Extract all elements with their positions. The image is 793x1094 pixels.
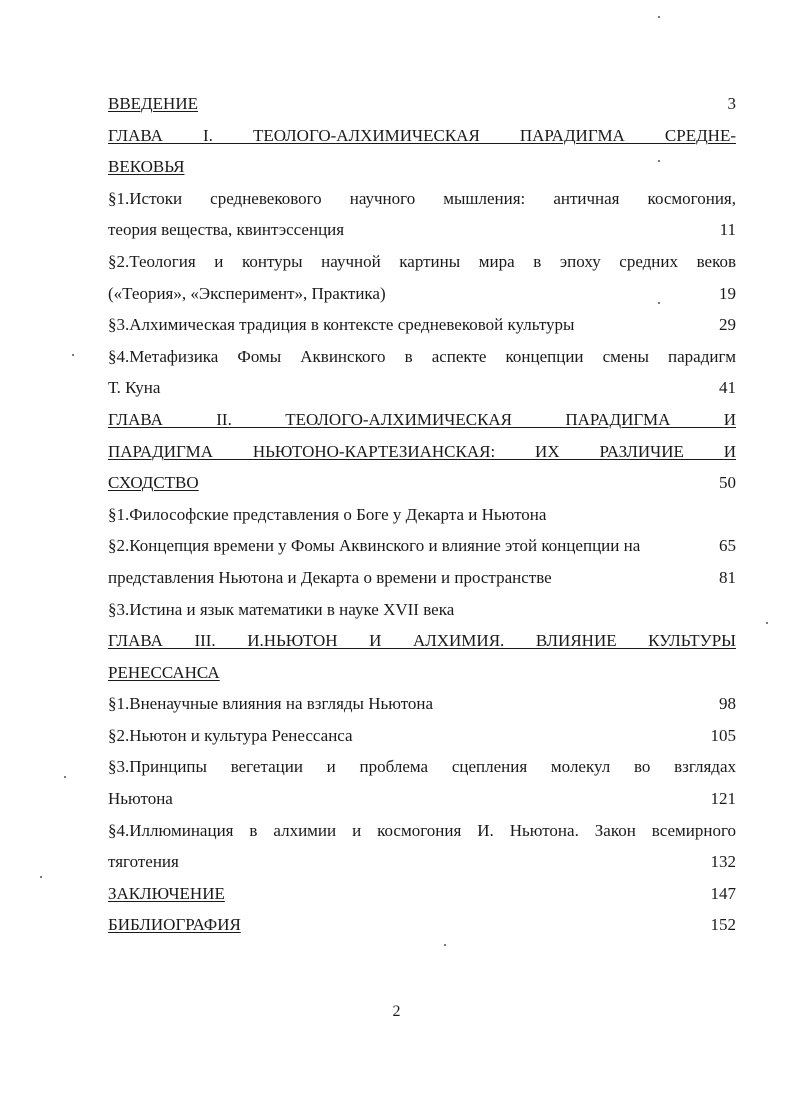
toc-entry-introduction[interactable] [108,88,736,120]
toc-ch3-section-3-line-2[interactable] [108,783,736,815]
toc-section-label: Т. Куна [108,378,161,398]
toc-ch1-section-1-line-1[interactable]: §1.Истоки средневекового научного мышления: античная космогония, [108,188,736,208]
toc-entry-bibliography[interactable] [108,909,736,941]
toc-ch3-section-4-line-2[interactable] [108,846,736,878]
toc-section-label: Ньютона [108,789,173,809]
toc-ch1-section-2-line-1[interactable]: §2.Теология и контуры научной картины мира в эпоху средних веков [108,251,736,271]
toc-ch2-section-2-line-1[interactable] [108,530,736,562]
toc-ch1-section-4-line-2[interactable] [108,372,736,404]
page-number-footer: 2 [392,1003,401,1020]
toc-chapter-1-title-line-1[interactable]: ГЛАВА I. ТЕОЛОГО-АЛХИМИЧЕСКАЯ ПАРАДИГМА СРЕДНЕ- [108,125,736,145]
toc-ch1-section-4-line-1[interactable]: §4.Метафизика Фомы Аквинского в аспекте концепции смены парадигм [108,346,736,366]
scan-speck [658,16,660,18]
toc-section-label: §2.Ньютон и культура Ренессанса [108,725,353,745]
toc-section-label: §3.Истина и язык математики в науке XVII века [108,599,455,619]
toc-ch1-section-1-line-2[interactable] [108,214,736,246]
toc-page-number: 65 [719,536,736,556]
toc-section-label: («Теория», «Эксперимент», Практика) [108,283,386,303]
toc-section-label: §1.Вненаучные влияния на взгляды Ньютона [108,694,434,714]
toc-entry-conclusion[interactable] [108,878,736,910]
toc-page-number: 105 [710,725,736,745]
toc-page-number: 41 [719,378,736,398]
toc-heading-label: ВВЕДЕНИЕ [108,94,198,113]
toc-section-label: представления Ньютона и Декарта о времени и пространстве [108,567,552,587]
toc-section-label: тяготения [108,852,179,872]
toc-chapter-3-title-line-2[interactable] [108,657,736,689]
scan-speck [40,876,42,878]
toc-page-number: 29 [719,315,736,335]
toc-heading-label: СХОДСТВО [108,473,199,493]
toc-ch3-section-1[interactable] [108,688,736,720]
scan-speck [72,354,74,356]
toc-heading-label: БИБЛИОГРАФИЯ [108,915,241,935]
toc-page-number: 152 [710,915,736,935]
toc-page-number: 132 [710,852,736,872]
toc-chapter-2-title-line-1[interactable]: ГЛАВА II. ТЕОЛОГО-АЛХИМИЧЕСКАЯ ПАРАДИГМА И [108,409,736,429]
toc-ch3-section-4-line-1[interactable]: §4.Иллюминация в алхимии и космогония И. Ньютона. Закон всемирного [108,820,736,840]
toc-chapter-1-title-line-2[interactable] [108,151,736,183]
toc-section-label: теория вещества, квинтэссенция [108,220,345,240]
toc-page-number: 121 [710,789,736,809]
toc-page-number: 11 [719,220,736,240]
toc-ch2-section-2-line-2[interactable] [108,562,736,594]
scan-speck [444,944,446,946]
toc-page-number: 98 [719,694,736,714]
toc-page-number: 147 [710,883,736,903]
table-of-contents [108,88,736,941]
toc-section-label: §2.Концепция времени у Фомы Аквинского и влияние этой концепции на [108,536,641,556]
toc-ch1-section-3[interactable] [108,309,736,341]
toc-chapter-3-title-line-1[interactable]: ГЛАВА III. И.НЬЮТОН И АЛХИМИЯ. ВЛИЯНИЕ КУЛЬТУРЫ [108,631,736,651]
toc-section-label: §3.Алхимическая традиция в контексте средневековой культуры [108,315,575,335]
toc-ch3-section-2[interactable] [108,720,736,752]
scan-speck [766,622,768,624]
toc-page-number: 19 [719,283,736,303]
toc-ch2-section-3[interactable] [108,594,736,626]
toc-chapter-2-title-line-2[interactable]: ПАРАДИГМА НЬЮТОНО-КАРТЕЗИАНСКАЯ: ИХ РАЗЛИЧИЕ И [108,441,736,461]
toc-page-number: 3 [727,94,736,113]
toc-page-number: 50 [719,473,736,493]
toc-ch1-section-2-line-2[interactable] [108,278,736,310]
toc-page-number: 81 [719,567,736,587]
scan-speck [64,776,66,778]
toc-section-label: §1.Философские представления о Боге у Декарта и Ньютона [108,504,547,524]
toc-heading-label: ЗАКЛЮЧЕНИЕ [108,883,225,903]
toc-heading-label: РЕНЕССАНСА [108,662,220,682]
toc-ch3-section-3-line-1[interactable]: §3.Принципы вегетации и проблема сцепления молекул во взглядах [108,757,736,777]
toc-heading-label: ВЕКОВЬЯ [108,157,185,177]
toc-chapter-2-title-line-3[interactable] [108,467,736,499]
toc-ch2-section-1[interactable] [108,499,736,531]
